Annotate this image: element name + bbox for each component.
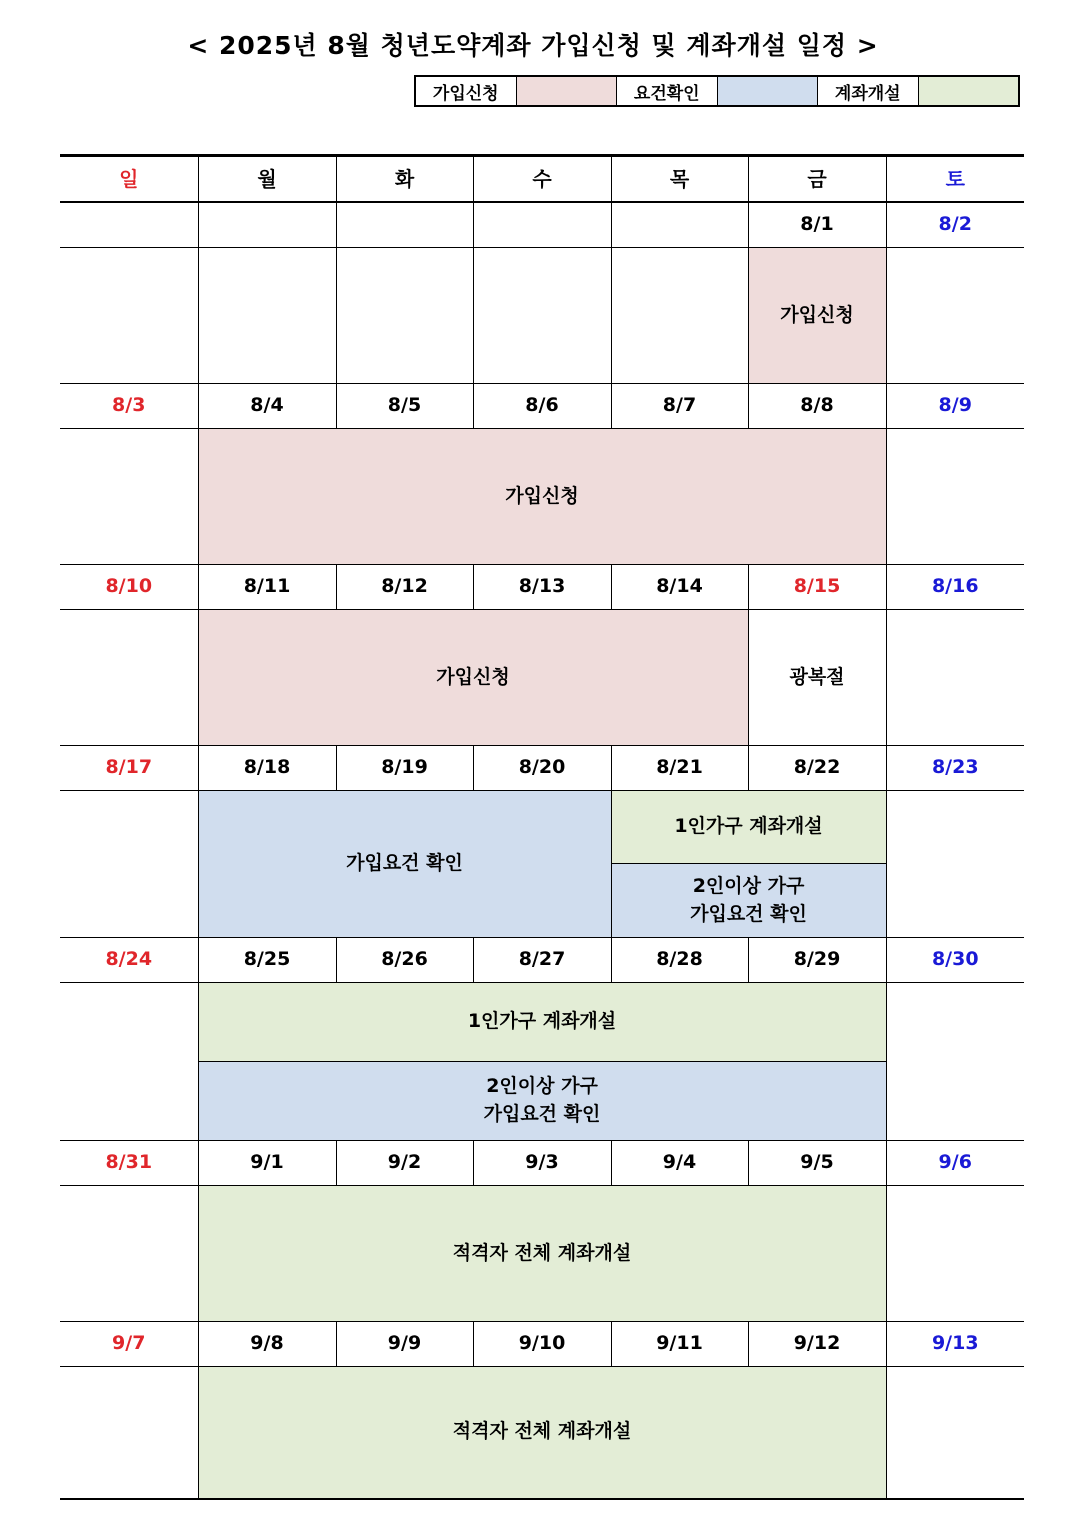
date-cell (336, 202, 473, 248)
date-cell: 8/27 (473, 938, 611, 983)
weekday-sun: 일 (60, 156, 198, 203)
event-eligibility-check: 가입요건 확인 (198, 791, 611, 938)
event-holiday: 광복절 (748, 610, 886, 746)
empty-cell (60, 429, 198, 565)
weekday-fri: 금 (748, 156, 886, 203)
date-cell: 8/19 (336, 746, 473, 791)
date-cell: 9/12 (748, 1322, 886, 1367)
event-multi-check (611, 864, 886, 938)
event-single-open: 1인가구 계좌개설 (198, 983, 886, 1062)
date-cell: 8/30 (886, 938, 1024, 983)
event-row (60, 1062, 1024, 1141)
date-cell (60, 202, 198, 248)
date-cell: 9/8 (198, 1322, 336, 1367)
empty-cell (886, 610, 1024, 746)
legend-label-open: 계좌개설 (818, 77, 919, 105)
date-cell: 8/20 (473, 746, 611, 791)
date-cell: 9/4 (611, 1141, 748, 1186)
empty-cell (886, 791, 1024, 938)
date-cell: 8/11 (198, 565, 336, 610)
date-cell: 9/10 (473, 1322, 611, 1367)
date-cell: 8/10 (60, 565, 198, 610)
date-cell: 9/9 (336, 1322, 473, 1367)
date-cell: 8/22 (748, 746, 886, 791)
date-cell: 9/13 (886, 1322, 1024, 1367)
date-cell: 9/6 (886, 1141, 1024, 1186)
event-row (60, 983, 1024, 1062)
date-cell: 8/5 (336, 384, 473, 429)
empty-cell (60, 1186, 198, 1322)
weekday-wed: 수 (473, 156, 611, 203)
legend-label-apply: 가입신청 (416, 77, 517, 105)
event-all-open: 적격자 전체 계좌개설 (198, 1367, 886, 1499)
date-cell: 9/7 (60, 1322, 198, 1367)
legend-swatch-check (718, 77, 819, 105)
event-all-open: 적격자 전체 계좌개설 (198, 1186, 886, 1322)
empty-cell (60, 610, 198, 746)
event-apply: 가입신청 (748, 248, 886, 384)
date-cell: 8/23 (886, 746, 1024, 791)
date-cell: 8/26 (336, 938, 473, 983)
event-row (60, 791, 1024, 864)
event-line: 2인이상 가구 (486, 1075, 598, 1098)
event-row (60, 1186, 1024, 1322)
date-cell: 8/1 (748, 202, 886, 248)
empty-cell (60, 791, 198, 938)
date-cell: 9/2 (336, 1141, 473, 1186)
event-row (60, 610, 1024, 746)
date-cell: 8/16 (886, 565, 1024, 610)
empty-cell (60, 983, 198, 1141)
event-apply: 가입신청 (198, 610, 748, 746)
date-cell: 8/14 (611, 565, 748, 610)
date-cell: 8/3 (60, 384, 198, 429)
date-cell: 8/12 (336, 565, 473, 610)
date-row (60, 202, 1024, 248)
weekday-tue: 화 (336, 156, 473, 203)
date-cell: 8/25 (198, 938, 336, 983)
date-cell: 8/9 (886, 384, 1024, 429)
date-cell: 8/6 (473, 384, 611, 429)
event-row (60, 429, 1024, 565)
date-row (60, 384, 1024, 429)
date-cell: 9/5 (748, 1141, 886, 1186)
date-cell: 9/1 (198, 1141, 336, 1186)
calendar-table (60, 154, 1024, 1500)
empty-cell (611, 248, 748, 384)
empty-cell (336, 248, 473, 384)
date-row (60, 1141, 1024, 1186)
date-cell: 8/21 (611, 746, 748, 791)
legend (414, 75, 1020, 107)
date-cell (611, 202, 748, 248)
event-single-open: 1인가구 계좌개설 (611, 791, 886, 864)
empty-cell (198, 248, 336, 384)
empty-cell (886, 1186, 1024, 1322)
event-line: 2인이상 가구 (692, 874, 805, 897)
legend-swatch-open (919, 77, 1019, 105)
date-cell: 8/24 (60, 938, 198, 983)
date-cell: 9/11 (611, 1322, 748, 1367)
event-line: 가입요건 확인 (690, 902, 807, 925)
date-cell: 8/4 (198, 384, 336, 429)
date-cell: 8/2 (886, 202, 1024, 248)
empty-cell (60, 1367, 198, 1499)
date-cell: 8/17 (60, 746, 198, 791)
date-cell: 8/31 (60, 1141, 198, 1186)
empty-cell (886, 248, 1024, 384)
legend-swatch-apply (517, 77, 618, 105)
date-cell: 8/18 (198, 746, 336, 791)
date-row (60, 938, 1024, 983)
empty-cell (60, 248, 198, 384)
empty-cell (473, 248, 611, 384)
date-cell: 8/8 (748, 384, 886, 429)
event-multi-check (198, 1062, 886, 1141)
event-row (60, 248, 1024, 384)
event-apply: 가입신청 (198, 429, 886, 565)
legend-label-check: 요건확인 (617, 77, 718, 105)
weekday-thu: 목 (611, 156, 748, 203)
date-cell: 8/29 (748, 938, 886, 983)
date-cell (473, 202, 611, 248)
date-cell: 8/28 (611, 938, 748, 983)
date-cell: 8/13 (473, 565, 611, 610)
date-cell-holiday: 8/15 (748, 565, 886, 610)
weekday-mon: 월 (198, 156, 336, 203)
empty-cell (886, 983, 1024, 1141)
weekday-sat: 토 (886, 156, 1024, 203)
empty-cell (886, 429, 1024, 565)
date-row (60, 1322, 1024, 1367)
page-title: < 2025년 8월 청년도약계좌 가입신청 및 계좌개설 일정 > (187, 31, 879, 60)
date-cell (198, 202, 336, 248)
empty-cell (886, 1367, 1024, 1499)
event-line: 가입요건 확인 (483, 1103, 601, 1125)
event-row (60, 1367, 1024, 1499)
date-row (60, 565, 1024, 610)
date-cell: 9/3 (473, 1141, 611, 1186)
date-row (60, 746, 1024, 791)
date-cell: 8/7 (611, 384, 748, 429)
weekday-header-row (60, 156, 1024, 203)
